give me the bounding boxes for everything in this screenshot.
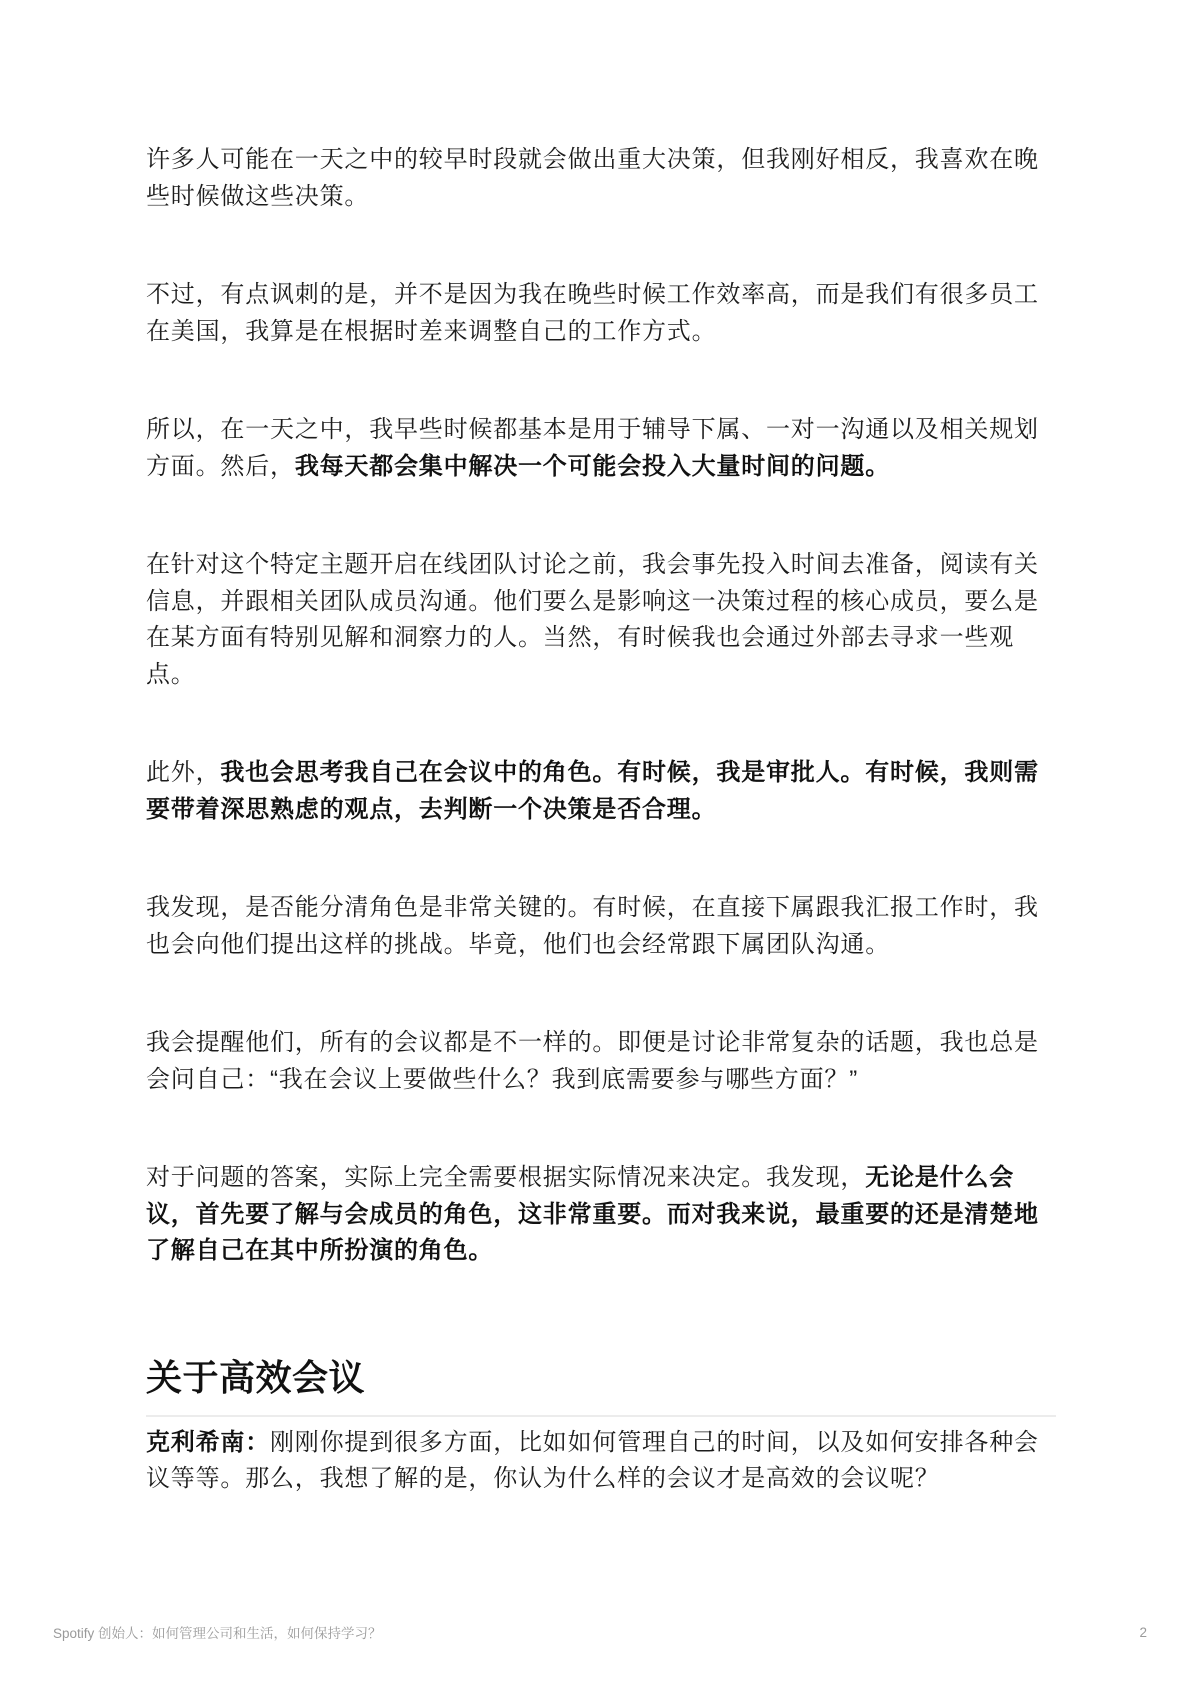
interview-question bbox=[146, 1425, 1042, 1498]
paragraph-text: 不过，有点讽刺的是，并不是因为我在晚些时候工作效率高，而是我们有很多员工在美国，我算是在根据时差来调整自己的工作方式。 bbox=[146, 281, 1039, 345]
paragraph-3 bbox=[146, 412, 1042, 485]
speaker-name: 克利希南： bbox=[146, 1428, 270, 1456]
paragraph-7 bbox=[146, 1025, 1042, 1098]
question-text: 刚刚你提到很多方面，比如如何管理自己的时间，以及如何安排各种会议等等。那么，我想了解的是，你认为什么样的会议才是高效的会议呢？ bbox=[146, 1428, 1039, 1492]
page-number: 2 bbox=[1139, 1624, 1147, 1640]
footer-title: Spotify 创始人：如何管理公司和生活，如何保持学习？ bbox=[53, 1626, 382, 1641]
paragraph-text: 我发现，是否能分清角色是非常关键的。有时候，在直接下属跟我汇报工作时，我也会向他们提出这样的挑战。毕竟，他们也会经常跟下属团队沟通。 bbox=[146, 894, 1039, 958]
paragraph-text: 对于问题的答案，实际上完全需要根据实际情况来决定。我发现， bbox=[146, 1164, 866, 1191]
paragraph-4 bbox=[146, 547, 1042, 693]
paragraph-2 bbox=[146, 277, 1042, 350]
paragraph-text: 所以，在一天之中，我早些时候都基本是用于辅导下属、一对一沟通以及相关规划方面。然后， bbox=[146, 416, 1039, 480]
paragraph-6 bbox=[146, 890, 1042, 963]
paragraph-emphasis: 我每天都会集中解决一个可能会投入大量时间的问题。 bbox=[294, 452, 891, 480]
paragraph-text: 此外， bbox=[146, 759, 221, 786]
section-heading: 关于高效会议 bbox=[146, 1356, 366, 1398]
paragraph-8 bbox=[146, 1160, 1042, 1270]
section-divider bbox=[146, 1415, 1056, 1417]
document-body bbox=[146, 142, 1058, 1498]
paragraph-5 bbox=[146, 755, 1042, 828]
paragraph-text: 在针对这个特定主题开启在线团队讨论之前，我会事先投入时间去准备，阅读有关信息，并跟相关团队成员沟通。他们要么是影响这一决策过程的核心成员，要么是在某方面有特别见解和洞察力的人。当然，有时候我也会通过外部去寻求一些观点。 bbox=[146, 551, 1039, 688]
paragraph-emphasis: 我也会思考我自己在会议中的角色。有时候，我是审批人。有时候，我则需要带着深思熟虑的观点，去判断一个决策是否合理。 bbox=[146, 759, 1039, 823]
paragraph-emphasis: 无论是什么会议，首先要了解与会成员的角色，这非常重要。而对我来说，最重要的还是清楚地了解自己在其中所扮演的角色。 bbox=[146, 1164, 1039, 1264]
paragraph-text: 许多人可能在一天之中的较早时段就会做出重大决策，但我刚好相反，我喜欢在晚些时候做这些决策。 bbox=[146, 146, 1039, 210]
page-footer bbox=[53, 1622, 1147, 1642]
paragraph-1 bbox=[146, 142, 1042, 215]
paragraph-text: 我会提醒他们，所有的会议都是不一样的。即便是讨论非常复杂的话题，我也总是会问自己：“我在会议上要做些什么？我到底需要参与哪些方面？” bbox=[146, 1029, 1039, 1093]
